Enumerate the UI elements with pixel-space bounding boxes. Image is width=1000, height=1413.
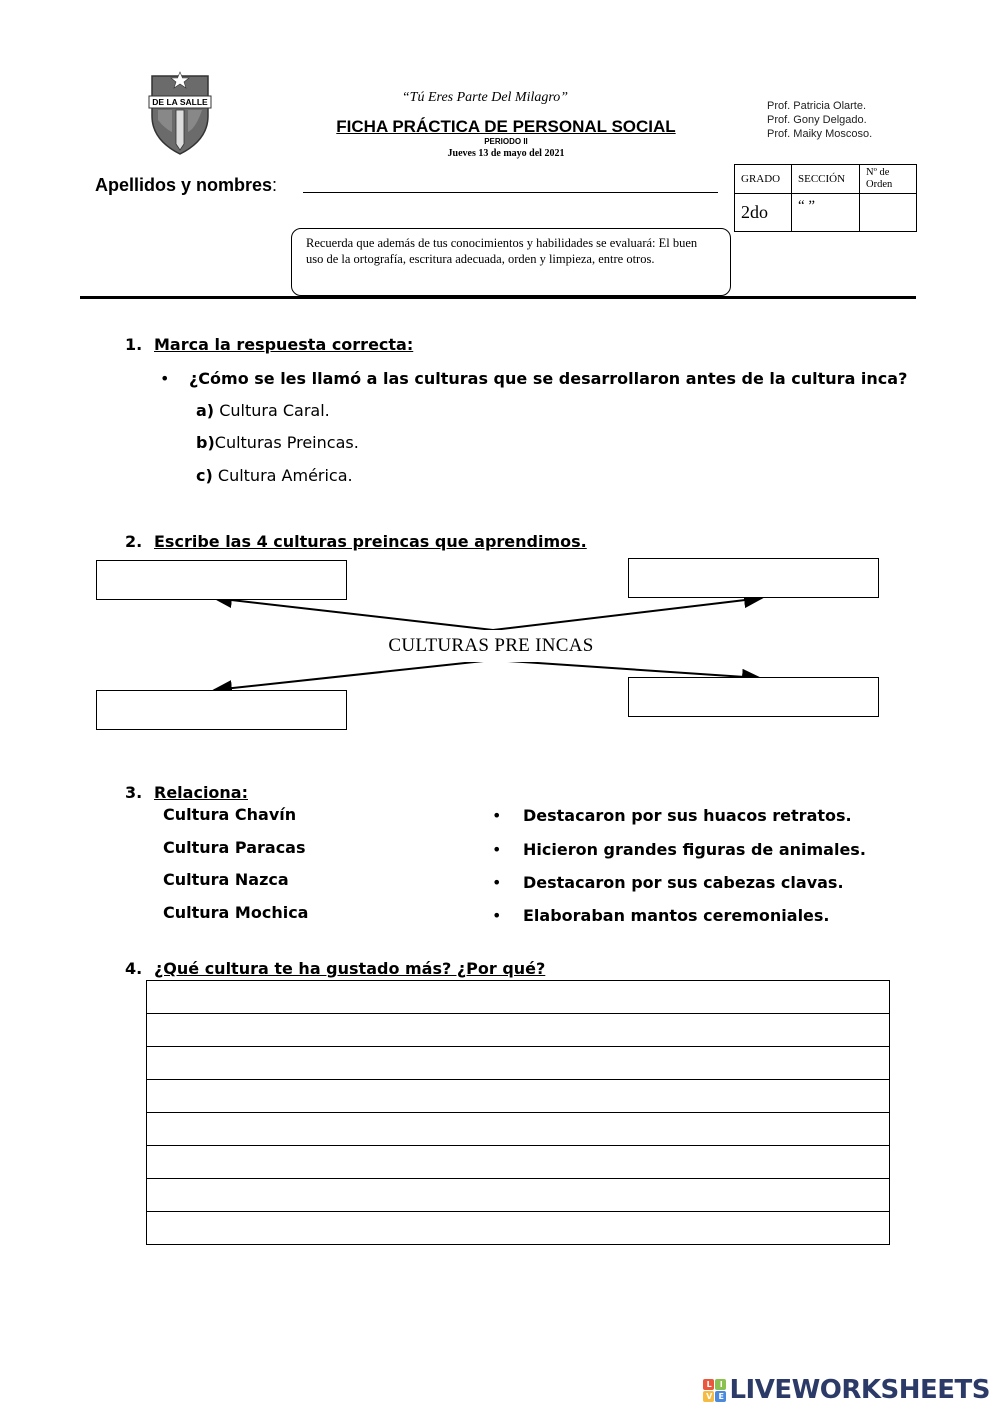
reminder-note: Recuerda que además de tus conocimientos y habilidades se evaluará: El buen uso de la ortografía, escritura adecuada, orden y limpieza, entre otros. [291, 228, 731, 296]
q3-number: 3. [125, 783, 143, 802]
answer-lines[interactable] [146, 980, 890, 1245]
bullet: • [492, 906, 502, 925]
liveworksheets-logo [703, 1375, 990, 1405]
q2-number: 2. [125, 532, 143, 551]
description-item[interactable]: Hicieron grandes figuras de animales. [523, 840, 866, 859]
arrow-bottom-left [214, 660, 493, 690]
q1-title: Marca la respuesta correcta: [154, 335, 414, 354]
teacher-name: Prof. Maiky Moscoso. [767, 128, 873, 140]
option-text: Culturas Preincas. [214, 433, 359, 452]
brand-text: LIVEWORKSHEETS [729, 1375, 990, 1405]
diagram-center-label: CULTURAS PRE INCAS [366, 630, 616, 662]
name-label: Apellidos y nombres [95, 175, 273, 195]
answer-line[interactable] [147, 1014, 890, 1047]
answer-line[interactable] [147, 981, 890, 1014]
culture-item[interactable]: Cultura Mochica [163, 903, 309, 922]
description-item[interactable]: Elaboraban mantos ceremoniales. [523, 906, 830, 925]
description-item[interactable]: Destacaron por sus cabezas clavas. [523, 873, 844, 892]
answer-line[interactable] [147, 1047, 890, 1080]
q1-number: 1. [125, 335, 143, 354]
arrow-top-right [493, 598, 762, 630]
grade-header: GRADO [735, 165, 792, 194]
q2-title: Escribe las 4 culturas preincas que aprendimos. [154, 532, 587, 551]
bullet: • [492, 806, 502, 825]
logo-text: DE LA SALLE [152, 97, 208, 107]
answer-line[interactable] [147, 1212, 890, 1245]
answer-line[interactable] [147, 1113, 890, 1146]
period-label: PERIODO II [484, 137, 528, 146]
option-letter: b) [196, 433, 215, 452]
brand-mark-icon: L I V E [703, 1379, 726, 1402]
section-value[interactable]: “ ” [792, 194, 860, 232]
page-title: FICHA PRÁCTICA DE PERSONAL SOCIAL [336, 117, 676, 136]
answer-line[interactable] [147, 1146, 890, 1179]
culture-item[interactable]: Cultura Nazca [163, 870, 289, 889]
culture-item[interactable]: Cultura Paracas [163, 838, 306, 857]
answer-line[interactable] [147, 1080, 890, 1113]
option-text: Cultura Caral. [219, 401, 330, 420]
school-motto: “Tú Eres Parte Del Milagro” [401, 90, 569, 105]
q4-number: 4. [125, 959, 143, 978]
teacher-name: Prof. Patricia Olarte. [767, 100, 867, 112]
answer-line[interactable] [147, 1179, 890, 1212]
description-item[interactable]: Destacaron por sus huacos retratos. [523, 806, 852, 825]
order-header: Nº de Orden [860, 165, 917, 194]
arrow-top-left [214, 598, 493, 630]
bullet: • [492, 840, 502, 859]
bullet: • [492, 873, 502, 892]
option-text: Cultura América. [217, 466, 353, 485]
culture-input-box[interactable] [628, 677, 879, 717]
option-letter: a) [196, 401, 215, 420]
teacher-name: Prof. Gony Delgado. [767, 114, 867, 126]
culture-input-box[interactable] [96, 560, 347, 600]
section-header: SECCIÓN [792, 165, 860, 194]
q1-question: ¿Cómo se les llamó a las culturas que se desarrollaron antes de la cultura inca? [189, 369, 908, 388]
culture-input-box[interactable] [96, 690, 347, 730]
date-label: Jueves 13 de mayo del 2021 [447, 148, 565, 159]
arrow-bottom-right [493, 660, 760, 678]
name-colon: : [272, 175, 278, 195]
culture-input-box[interactable] [628, 558, 879, 598]
q3-title: Relaciona: [154, 783, 248, 802]
q4-title: ¿Qué cultura te ha gustado más? ¿Por qué? [154, 959, 546, 978]
grade-value: 2do [735, 194, 792, 232]
bullet: • [160, 369, 170, 388]
option-letter: c) [196, 466, 213, 485]
culture-item[interactable]: Cultura Chavín [163, 805, 297, 824]
